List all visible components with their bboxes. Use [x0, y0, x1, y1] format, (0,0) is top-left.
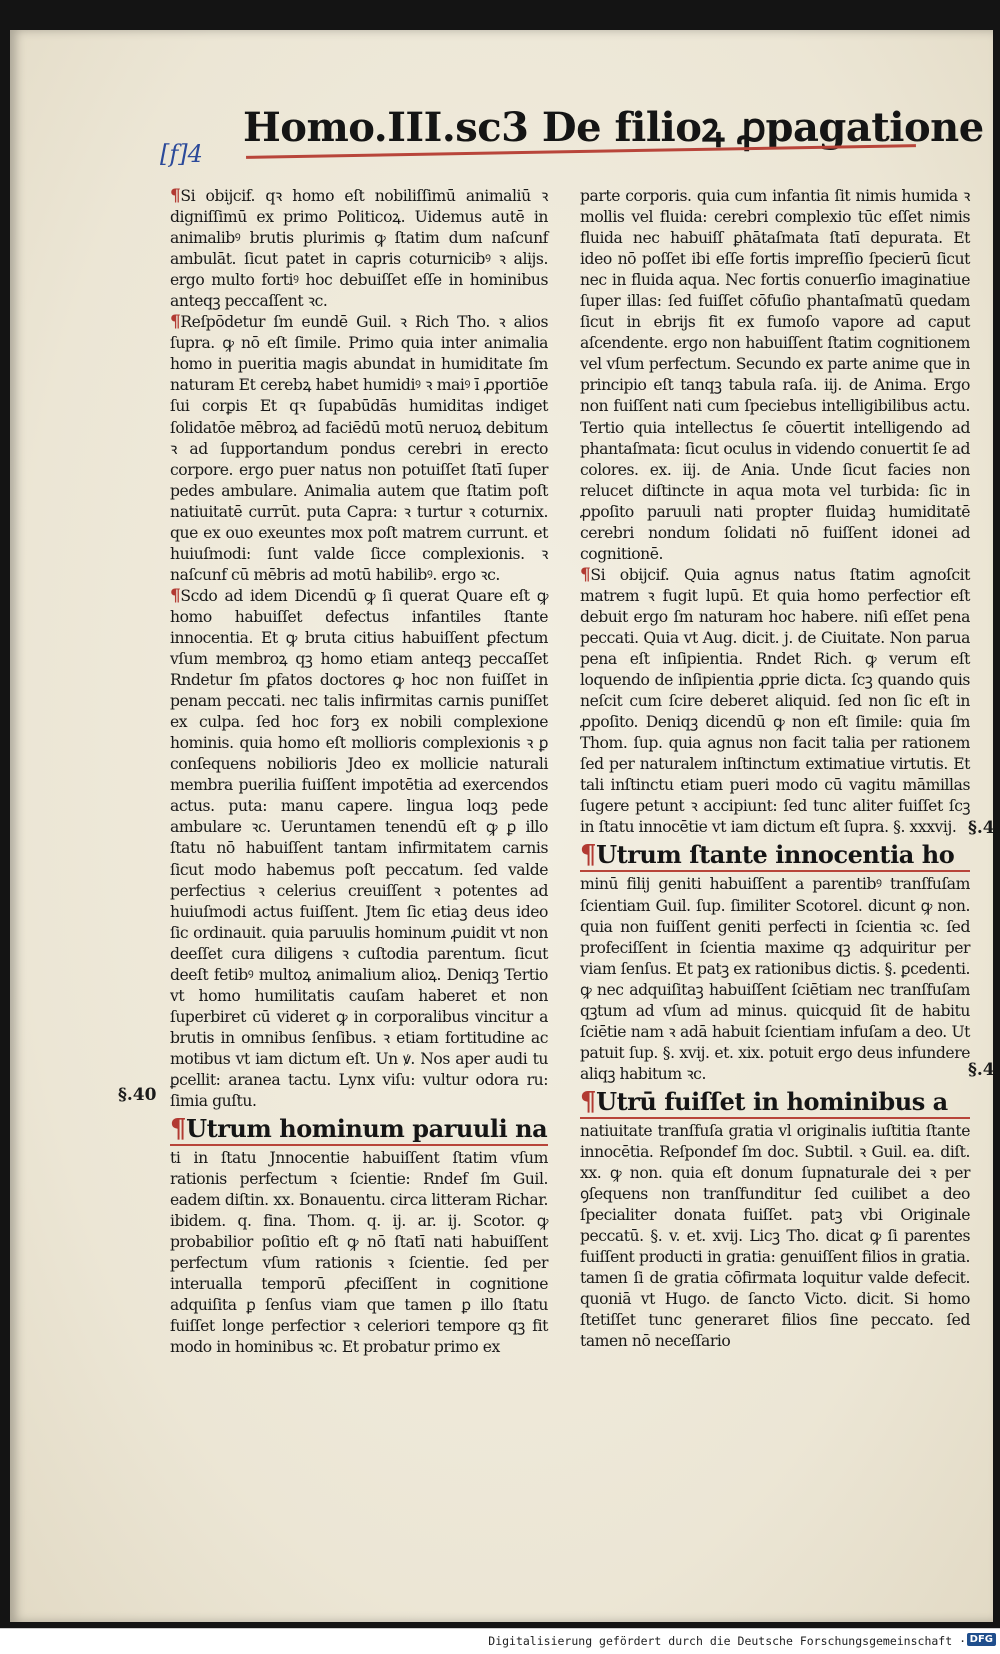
dfg-logo: DFG — [967, 1633, 996, 1646]
left-paragraph: ¶Si obijcif. qꝛ homo eſt nobiliſſimū animaliū ꝛ digniſſimū ex primo Politicoꝝ. Uidemus autē in animalibꝰ brutis plurimis ꝙ ſtatim dum naſcunf ambulāt. ſicut patet in capris coturnicibꝰ ꝛ alijs. ergo multo fortiꝰ hoc debuiſſet eſſe in hominibus anteqꝫ peccaſſent ꝛc. — [170, 186, 548, 311]
pilcrow-icon: ¶ — [170, 312, 181, 333]
right-column — [580, 186, 970, 1352]
folio-mark: [f]4 — [160, 140, 203, 168]
margin-note-section: §.4 — [968, 818, 995, 838]
pilcrow-icon: ¶ — [170, 585, 181, 606]
left-paragraph: ¶Reſpōdetur ſm eundē Guil. ꝛ Rich Tho. ꝛ alios ſupra. ꝙ nō eſt ſimile. Primo quia inter animalia homo in pueritia magis abundat in humiditate ſm naturam Et cerebꝝ habet humidiꝰ ꝛ maiꝰ ī ꝓportiōe ſui corꝑis Et qꝛ ſupabūdās humiditas indiget ſolidatōe mēbroꝝ ad faciēdū motū neruoꝝ debitum ꝛ ad ſupportandum pondus cerebri in erecto corpore. ergo puer natus non potuiſſet ſtatī ſuper pedes ambulare. Animalia autem que ſtatim poſt natiuitatē currūt. puta Capra: ꝛ turtur ꝛ coturnix. que ex ouo exeuntes mox poſt matrem currunt. et huiuſmodi: ſunt valde ſicce complexionis. ꝛ naſcunf cū mēbris ad motū habilibꝰ. ergo ꝛc. — [170, 312, 548, 584]
pilcrow-icon: ¶ — [580, 840, 597, 871]
pilcrow-icon: ¶ — [580, 1086, 597, 1117]
section-heading: ¶Utrum ſtante innocentia ho — [580, 840, 970, 872]
footer-bar — [0, 1628, 1000, 1654]
right-paragraph: natiuitate tranſfuſa gratia vl originalis iuſtitia ſtante innocētia. Reſpondef ſm doc. Subtil. ꝛ Guil. ea. diſt. xx. ꝙ non. quia eſt donum ſupnaturale dei ꝛ per ꝯſequens non tranſfunditur ſed cuilibet a deo ſpecialiter donata fuiſſet. patꝫ vbi Originale peccatū. §. v. et. xvij. Licꝫ Tho. dicat ꝙ ſi parentes fuiſſent producti in gratia: genuiſſent filios in gratia. tamen ſi de gratia cōfirmata loquitur valde defecit. quoniā vt Hugo. de ſancto Victo. dicit. Si homo ſtetiſſet tunc generaret filios ſine peccato. ſed tamen nō neceſſario — [580, 1121, 970, 1351]
right-paragraph: parte corporis. quia cum infantia ſit nimis humida ꝛ mollis vel fluida: cerebri complexio tūc eſſet nimis fluida nec habuiſſ ꝑhātaſmata ſtatī depurata. Et ideo nō poſſet ibi eſſe fortis impreſſio ſpecierū ſicut nec in fluida aqua. Nec fortis conuerſio imaginatiue ſuper illas: ſed fuiſſet cōfuſio phantaſmatū quedam ſicut in ebrijs fit ex fumoſo vapore ad caput aſcendente. ergo non habuiſſent ſtatim cognitionem vel vſum perfectum. Secundo ex parte anime que in principio eſt tanqꝫ tabula raſa. iij. de Anima. Ergo non fuiſſent nati cum ſpeciebus intelligibilibus actu. Tertio quia intellectus ſe cōuertit intelligendo ad phantaſmata: ſicut oculus in videndo conuertit ſe ad colores. ex. iij. de Ania. Unde ſicut facies non relucet diſtincte in aqua mota vel turbida: ſic in ꝓpoſito paruuli nati propter fluidaꝫ humiditatē cerebri nondum ſolidati nō fuiſſent idonei ad cognitionē. — [580, 187, 970, 563]
margin-note-section: §.4 — [968, 1060, 995, 1080]
pilcrow-icon: ¶ — [170, 186, 181, 206]
pilcrow-icon: ¶ — [170, 1114, 187, 1145]
footer-credit: Digitalisierung gefördert durch die Deutsche Forschungsgemeinschaft · — [488, 1634, 966, 1648]
left-paragraph: ti in ſtatu Jnnocentie habuiſſent ſtatim vſum rationis perfectum ꝛ ſcientie: Rndef ſm Guil. eadem diſtin. xx. Bonauentu. circa litteram Richar. ibidem. q. fina. Thom. q. ij. ar. ij. Scotor. ꝙ probabilior poſitio eſt ꝙ nō ſtatī nati habuiſſent perfectum vſum rationis ꝛ ſcientie. ſed per interualla temporū ꝓfeciſſent in cognitione adquiſita ꝑ ſenſus viam que tamen ꝑ illo ſtatu fuiſſet longe perfectior ꝛ celeriori tempore qꝫ fit modo in hominibus ꝛc. Et probatur primo ex — [170, 1149, 548, 1357]
running-head: Homo.III.sc3 De filioꝝ ꝓpagatione — [243, 104, 984, 151]
margin-note-section: §.40 — [118, 1085, 157, 1105]
section-heading: ¶Utrū fuiſſet in hominibus a — [580, 1087, 970, 1119]
right-paragraph: minū filij geniti habuiſſent a parentibꝰ tranſfuſam ſcientiam Guil. ſup. ſimiliter Scotorel. dicunt ꝙ non. quia non fuiſſent geniti perfecti in ſcientia ꝛc. ſed profeciſſent in ſcientia maxime qꝫ adquiritur per viam ſenſus. Et patꝫ ex rationibus dictis. §. ꝑcedenti. ꝙ nec adquiſitaꝫ habuiſſent ſciētiam nec tranſfuſam qꝫtum ad vſum ad minus. quicquid ſit de habitu ſciētie nam ꝛ adā habuit ſcientiam infuſam a deo. Ut patuit ſup. §. xvij. et. xix. potuit ergo deus infundere aliqꝫ habitum ꝛc. — [580, 875, 970, 1083]
left-column — [170, 186, 548, 1359]
section-heading: ¶Utrum hominum paruuli na — [170, 1114, 548, 1145]
right-paragraph: ¶Si obijcif. Quia agnus natus ſtatim agnoſcit matrem ꝛ fugit lupū. Et quia homo perfectior eſt debuit ergo ſm naturam hoc habere. niſi eſſet pena peccati. Quia vt Aug. dicit. j. de Ciuitate. Non parua pena eſt inſipientia. Rndet Rich. ꝙ verum eſt loquendo de inſipientia ꝓprie dicta. ſcꝫ quando quis neſcit cum ſcire deberet aliquid. ſed non ſic eſt in ꝓpoſito. Deniqꝫ dicendū ꝙ non eſt ſimile: quia ſm Thom. ſup. quia agnus non facit talia per rationem ſed per naturalem inſtinctum extimatiue virtutis. Et tali inſtinctu etiam pueri modo cū vagitu māmillas ſugere petunt ꝛ accipiunt: ſed tunc aliter fuiſſet ſcꝫ in ſtatu innocētie vt iam dictum eſt ſupra. §. xxxvij. — [580, 564, 970, 837]
left-paragraph: ¶Scdo ad idem Dicendū ꝙ ſi querat Quare eſt ꝙ homo habuiſſet defectus infantiles ſtante innocentia. Et ꝙ bruta citius habuiſſent ꝑfectum vſum membroꝝ qꝫ homo etiam anteqꝫ peccaſſet Rndetur ſm ꝑfatos doctores ꝙ hoc non fuiſſet in penam peccati. nec talis infirmitas carnis puniſſet ex culpa. ſed hoc forꝫ ex nobili complexione hominis. quia homo eſt mollioris complexionis ꝛ ꝑ conſequens nobilioris Jdeo ex mollicie naturali membra puerilia fuiſſent impotētia ad exercendos actus. puta: manu capere. lingua loqꝫ pede ambulare ꝛc. Ueruntamen tenendū eſt ꝙ ꝑ illo ſtatu nō habuiſſent tantam infirmitatem carnis ſicut modo habemus poſt peccatum. ſed valde perfectius ꝛ celerius creuiſſent ꝛ potentes ad huiuſmodi actus fuiſſent. Jtem ſic etiaꝫ deus ideo ſic ordinauit. quia paruulis hominum ꝓuidit vt non deeſſet cura diligens ꝛ cuſtodia parentum. ſicut deeſt fetibꝰ multoꝝ animalium alioꝝ. Deniqꝫ Tertio vt homo humilitatis cauſam haberet et non ſuperbiret cū videret ꝙ in corporalibus vincitur a brutis in omnibus ſenſibus. ꝛ etiam fortitudine ac motibus vt iam dictum eſt. Un ꝟ. Nos aper audi tu ꝑcellit: aranea tactu. Lynx viſu: vultur odora ru: ſimia guſtu. — [170, 585, 548, 1111]
pilcrow-icon: ¶ — [580, 564, 591, 585]
